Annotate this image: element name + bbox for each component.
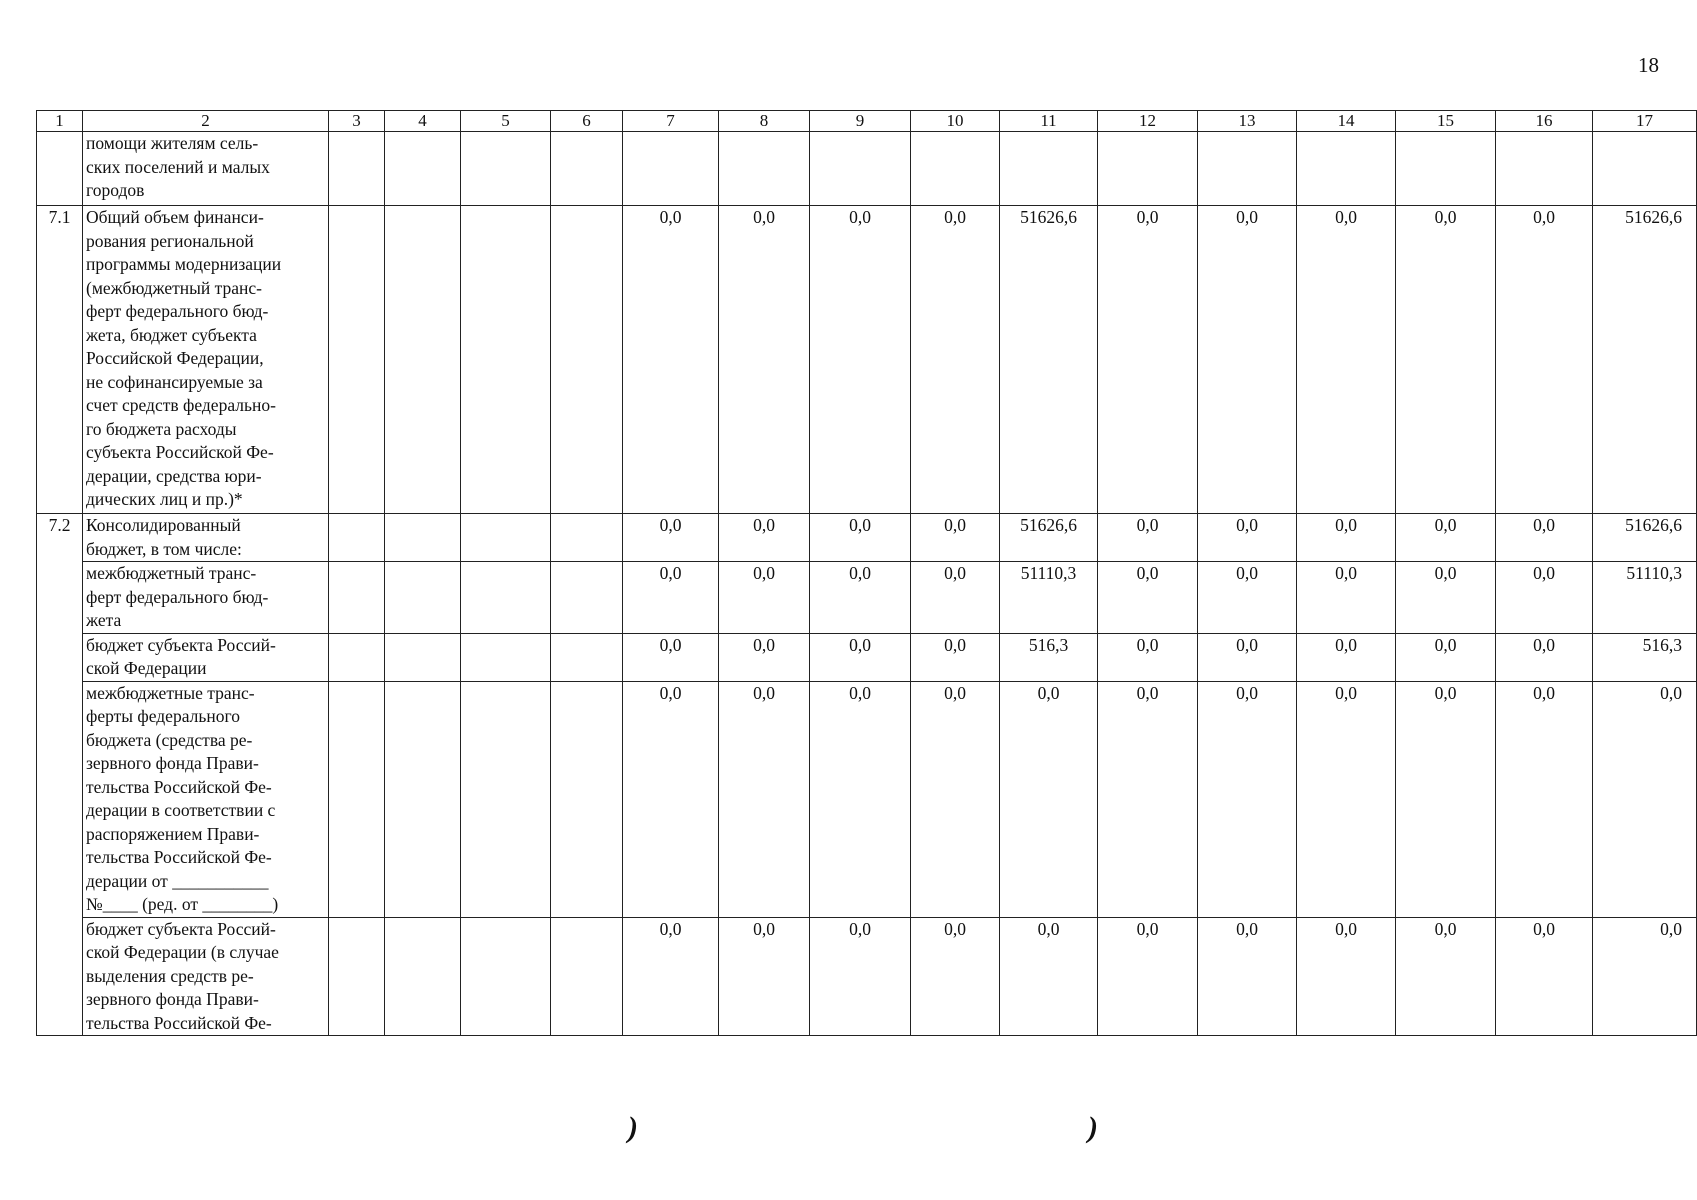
value-cell: 0,0 [911, 681, 1000, 917]
value-cell [329, 681, 385, 917]
value-cell [461, 514, 551, 562]
value-cell [551, 562, 623, 634]
value-cell: 0,0 [1198, 917, 1297, 1036]
value-cell [719, 132, 810, 206]
value-cell: 0,0 [1496, 633, 1593, 681]
table-row [37, 514, 1697, 562]
value-cell: 0,0 [719, 917, 810, 1036]
value-cell: 51626,6 [1593, 514, 1697, 562]
scan-mark: ) [1088, 1111, 1098, 1144]
value-cell: 0,0 [810, 514, 911, 562]
value-cell [329, 132, 385, 206]
value-cell [1496, 132, 1593, 206]
column-number: 11 [1000, 111, 1098, 132]
column-number: 5 [461, 111, 551, 132]
table-row [37, 681, 1697, 917]
value-cell: 0,0 [810, 681, 911, 917]
value-cell: 0,0 [1593, 917, 1697, 1036]
value-cell: 51626,6 [1000, 206, 1098, 514]
value-cell: 51626,6 [1593, 206, 1697, 514]
value-cell [329, 917, 385, 1036]
value-cell: 0,0 [1496, 562, 1593, 634]
column-number: 6 [551, 111, 623, 132]
row-number: 7.2 [37, 514, 83, 1036]
value-cell [385, 206, 461, 514]
value-cell: 0,0 [1297, 633, 1396, 681]
value-cell: 0,0 [1198, 206, 1297, 514]
value-cell: 51110,3 [1593, 562, 1697, 634]
row-description: помощи жителям сель- ских поселений и малых городов [83, 132, 329, 206]
value-cell: 0,0 [719, 681, 810, 917]
value-cell: 0,0 [1098, 514, 1198, 562]
value-cell: 51110,3 [1000, 562, 1098, 634]
value-cell: 0,0 [623, 206, 719, 514]
column-number: 15 [1396, 111, 1496, 132]
row-description: межбюджетный транс- ферт федерального бюд- жета [83, 562, 329, 634]
scan-mark: ) [628, 1111, 638, 1144]
value-cell: 0,0 [1496, 514, 1593, 562]
column-number: 2 [83, 111, 329, 132]
value-cell: 516,3 [1593, 633, 1697, 681]
value-cell [385, 917, 461, 1036]
value-cell: 0,0 [623, 514, 719, 562]
budget-table [36, 110, 1697, 1036]
value-cell: 0,0 [1297, 681, 1396, 917]
value-cell [1000, 132, 1098, 206]
value-cell: 0,0 [911, 562, 1000, 634]
value-cell: 0,0 [1098, 681, 1198, 917]
value-cell: 0,0 [810, 917, 911, 1036]
value-cell [551, 681, 623, 917]
value-cell: 0,0 [911, 633, 1000, 681]
value-cell: 0,0 [1396, 514, 1496, 562]
value-cell [551, 917, 623, 1036]
column-number: 3 [329, 111, 385, 132]
page-number: 18 [1638, 53, 1659, 77]
row-description: Консолидированный бюджет, в том числе: [83, 514, 329, 562]
value-cell: 0,0 [623, 633, 719, 681]
value-cell [1396, 132, 1496, 206]
value-cell: 0,0 [1198, 633, 1297, 681]
value-cell: 0,0 [1297, 206, 1396, 514]
value-cell: 0,0 [1098, 562, 1198, 634]
value-cell: 0,0 [1496, 917, 1593, 1036]
column-number: 1 [37, 111, 83, 132]
column-number: 10 [911, 111, 1000, 132]
value-cell [810, 132, 911, 206]
value-cell: 0,0 [911, 917, 1000, 1036]
value-cell [1198, 132, 1297, 206]
value-cell: 0,0 [623, 562, 719, 634]
value-cell: 0,0 [1496, 681, 1593, 917]
value-cell: 0,0 [1198, 681, 1297, 917]
value-cell: 0,0 [1000, 917, 1098, 1036]
value-cell [385, 514, 461, 562]
value-cell [1297, 132, 1396, 206]
value-cell [461, 132, 551, 206]
value-cell: 0,0 [1198, 514, 1297, 562]
value-cell [385, 132, 461, 206]
table-body [37, 111, 1697, 1036]
value-cell [623, 132, 719, 206]
column-number: 7 [623, 111, 719, 132]
value-cell [461, 633, 551, 681]
value-cell: 0,0 [1098, 917, 1198, 1036]
value-cell: 0,0 [1098, 206, 1198, 514]
value-cell: 0,0 [1198, 562, 1297, 634]
column-number: 17 [1593, 111, 1697, 132]
value-cell: 0,0 [719, 633, 810, 681]
value-cell [461, 206, 551, 514]
value-cell: 0,0 [911, 514, 1000, 562]
value-cell: 0,0 [1396, 681, 1496, 917]
value-cell: 0,0 [1396, 562, 1496, 634]
value-cell: 0,0 [1297, 514, 1396, 562]
row-description: бюджет субъекта Россий- ской Федерации (в случае выделения средств ре- зервного фонда Прави- тельства Российской Фе- [83, 917, 329, 1036]
value-cell: 51626,6 [1000, 514, 1098, 562]
column-number: 8 [719, 111, 810, 132]
value-cell: 516,3 [1000, 633, 1098, 681]
value-cell [1098, 132, 1198, 206]
value-cell: 0,0 [810, 206, 911, 514]
column-number: 9 [810, 111, 911, 132]
column-number: 14 [1297, 111, 1396, 132]
table-row [37, 206, 1697, 514]
value-cell [329, 206, 385, 514]
value-cell [1593, 132, 1697, 206]
value-cell: 0,0 [1297, 562, 1396, 634]
value-cell [461, 917, 551, 1036]
value-cell [385, 562, 461, 634]
value-cell: 0,0 [1496, 206, 1593, 514]
value-cell [329, 633, 385, 681]
value-cell: 0,0 [719, 206, 810, 514]
value-cell: 0,0 [1396, 206, 1496, 514]
value-cell [461, 681, 551, 917]
row-number: 7.1 [37, 206, 83, 514]
table-row [37, 132, 1697, 206]
table-row [37, 562, 1697, 634]
value-cell [911, 132, 1000, 206]
value-cell: 0,0 [810, 562, 911, 634]
row-description: Общий объем финанси- рования региональной программы модернизации (межбюджетный транс- ферт федерального бюд- жета, бюджет субъекта Российской Федерации, не софинансируемые за счет средств федерально- го бюджета расходы субъекта Российской Фе- дерации, средства юри- дических лиц и пр.)* [83, 206, 329, 514]
column-number: 16 [1496, 111, 1593, 132]
value-cell [551, 132, 623, 206]
value-cell [551, 206, 623, 514]
value-cell [329, 562, 385, 634]
row-description: бюджет субъекта Россий- ской Федерации [83, 633, 329, 681]
value-cell [385, 633, 461, 681]
row-description: межбюджетные транс- ферты федерального бюджета (средства ре- зервного фонда Прави- тельства Российской Фе- дерации в соответствии с распоряжением Прави- тельства Российской Фе- дерации от ___________ №____ (ред. от ________) [83, 681, 329, 917]
value-cell: 0,0 [1000, 681, 1098, 917]
value-cell [385, 681, 461, 917]
column-number: 12 [1098, 111, 1198, 132]
column-number: 4 [385, 111, 461, 132]
row-number [37, 132, 83, 206]
value-cell: 0,0 [719, 562, 810, 634]
value-cell: 0,0 [1297, 917, 1396, 1036]
value-cell: 0,0 [1098, 633, 1198, 681]
value-cell: 0,0 [1593, 681, 1697, 917]
value-cell: 0,0 [1396, 633, 1496, 681]
value-cell [551, 514, 623, 562]
value-cell [329, 514, 385, 562]
table-row [37, 633, 1697, 681]
column-number: 13 [1198, 111, 1297, 132]
value-cell: 0,0 [623, 681, 719, 917]
value-cell [551, 633, 623, 681]
value-cell: 0,0 [623, 917, 719, 1036]
value-cell: 0,0 [810, 633, 911, 681]
value-cell [461, 562, 551, 634]
table-row [37, 917, 1697, 1036]
value-cell: 0,0 [1396, 917, 1496, 1036]
column-number-header-row [37, 111, 1697, 132]
value-cell: 0,0 [719, 514, 810, 562]
value-cell: 0,0 [911, 206, 1000, 514]
